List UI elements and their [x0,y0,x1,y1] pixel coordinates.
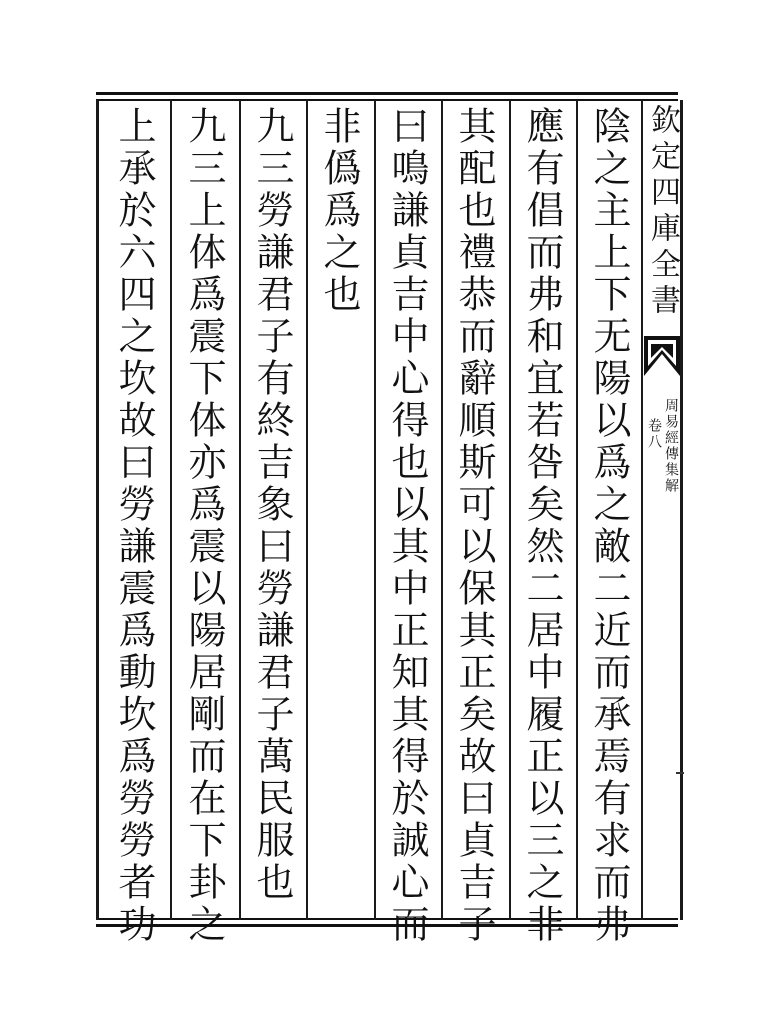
book-margin-title [643,104,681,320]
text-column-6 [241,106,303,912]
book-title-text: 欽定四庫全書 [645,104,680,320]
margin-book-name [662,398,680,494]
column-text: 非僞爲之也 [317,106,361,316]
book-name-text: 周易經傳集解 [663,398,679,494]
top-border-rule [96,92,678,95]
text-column-5 [308,106,370,912]
text-column-7 [173,106,235,946]
margin-volume [645,418,663,450]
text-column-3 [443,106,505,946]
column-text: 其配也禮恭而辭順斯可以保其正矣故曰貞吉子 [452,106,496,946]
text-column-8 [103,106,165,946]
text-column-4 [376,106,438,946]
column-text: 曰鳴謙貞吉中心得也以其中正知其得於誠心而 [385,106,429,946]
column-text: 陰之主上下无陽以爲之敵二近而承焉有求而弗 [587,106,631,946]
top-border-inner-rule [96,99,678,101]
fishtail-mark-icon [644,336,680,376]
column-divider [170,100,172,920]
column-text: 九三勞謙君子有終吉象曰勞謙君子萬民服也 [250,106,294,904]
margin-tick-mark [676,772,684,774]
left-border-rule [96,100,99,920]
text-column-2 [511,106,573,946]
column-text: 上承於六四之坎故曰勞謙震爲動坎爲勞勞者功 [112,106,156,946]
volume-text: 卷八 [646,418,662,450]
column-text: 九三上体爲震下体亦爲震以陽居剛而在下卦之 [182,106,226,946]
column-text: 應有倡而弗和宜若咎矣然二居中履正以三之非 [520,106,564,946]
text-column-1 [578,106,640,946]
